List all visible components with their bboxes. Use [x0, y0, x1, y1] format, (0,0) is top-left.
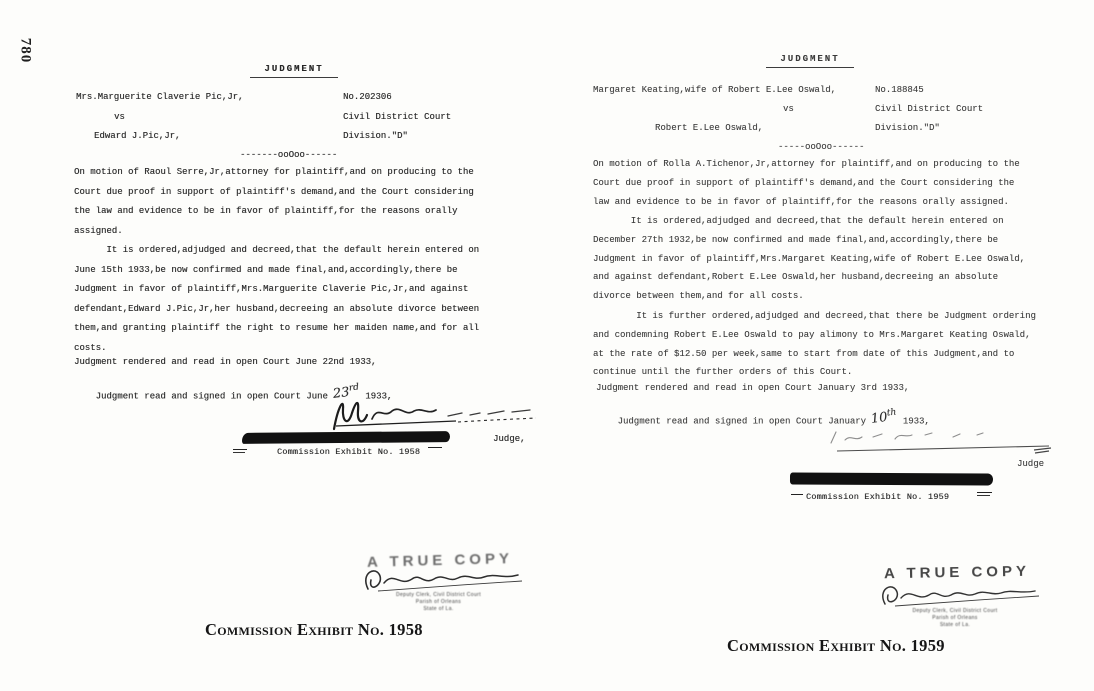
- exhibit-caption-left: Commission Exhibit No. 1958: [205, 620, 423, 639]
- body-line: Judgment in favor of plaintiff,Mrs.Margaret Keating,wife of Robert E.Lee Oswald,: [593, 253, 1026, 264]
- body-line: and against defendant,Robert E.Lee Oswald,her husband,decreeing an absolute: [593, 272, 999, 283]
- signed-line-prefix: Judgment read and signed in open Court June: [95, 391, 334, 402]
- body-line: and condemning Robert E.Lee Oswald to pay alimony to Mrs.Margaret Keating Oswald,: [593, 329, 1031, 340]
- judgment-title-left: JUDGMENT: [250, 64, 338, 78]
- clerk-signature-right: [873, 580, 1043, 610]
- body-line: It is ordered,adjudged and decreed,that the default herein entered on: [74, 245, 480, 255]
- vs-label-right: vs: [783, 104, 794, 114]
- pen-mark: [428, 447, 442, 448]
- redaction-bar-left: [242, 431, 450, 444]
- paragraph-2-left: [74, 241, 479, 359]
- plaintiff-name-right: Margaret Keating,wife of Robert E.Lee Oswald,: [593, 85, 837, 95]
- case-number-right: No.188845: [875, 85, 924, 95]
- body-line: Court due proof in support of plaintiff's demand,and the Court considering: [74, 186, 474, 197]
- vs-label-left: vs: [114, 112, 125, 122]
- stamp-text-line: Deputy Clerk, Civil District Court: [395, 592, 481, 598]
- body-line: Judgment in favor of plaintiff,Mrs.Marguerite Claverie Pic,Jr,and against: [74, 284, 469, 295]
- defendant-name-left: Edward J.Pic,Jr,: [94, 131, 181, 141]
- judge-signature: [328, 395, 538, 433]
- body-line: divorce between them,and for all costs.: [593, 291, 804, 302]
- true-copy-stamp-right: A TRUE COPY: [883, 562, 1031, 583]
- pen-mark: [977, 495, 990, 496]
- judge-label-right: Judge: [1017, 459, 1045, 469]
- body-line: at the rate of $12.50 per week,same to start from date of this Judgment,and to: [593, 348, 1015, 359]
- paragraph-1-left: [74, 163, 474, 241]
- judge-signature: [823, 423, 1058, 457]
- division-label-right: Division."D": [875, 123, 940, 133]
- rendered-date-line-right: Judgment rendered and read in open Court January 3rd 1933,: [596, 383, 910, 393]
- body-line: On motion of Rolla A.Tichenor,Jr,attorney for plaintiff,and on producing to the: [593, 159, 1020, 169]
- paragraph-3-right: [593, 307, 1036, 382]
- body-line: It is further ordered,adjudged and decreed,that there be Judgment ordering: [593, 311, 1036, 321]
- body-line: On motion of Raoul Serre,Jr,attorney for plaintiff,and on producing to the: [74, 167, 474, 177]
- redaction-bar-right: [790, 472, 993, 485]
- pen-mark: [977, 492, 992, 493]
- body-line: June 15th 1933,be now confirmed and made final,and,accordingly,there be: [74, 264, 458, 275]
- exhibit-caption-right: Commission Exhibit No. 1959: [727, 636, 945, 655]
- body-line: continue until the further orders of this Court.: [593, 367, 853, 378]
- division-label-left: Division."D": [343, 131, 408, 141]
- court-name-left: Civil District Court: [343, 112, 452, 122]
- stamp-text-line: Parish of Orleans: [932, 615, 978, 621]
- exhibit-tag-label-left: Commission Exhibit No. 1958: [277, 447, 421, 457]
- stamp-text-line: State of La.: [423, 606, 454, 612]
- stamp-text-line: State of La.: [939, 622, 971, 628]
- court-name-right: Civil District Court: [875, 104, 984, 114]
- body-line: December 27th 1932,be now confirmed and made final,and,accordingly,there be: [593, 234, 999, 245]
- judge-label-left: Judge,: [493, 434, 526, 444]
- pen-mark: [791, 494, 803, 495]
- ooOoo-separator-left: -------ooOoo------: [240, 150, 338, 160]
- page-number: 780: [17, 37, 34, 64]
- signed-line-suffix: 1933,: [359, 391, 393, 402]
- body-line: assigned.: [74, 225, 123, 236]
- body-line: the law and evidence to be in favor of plaintiff,for the reasons orally: [74, 206, 458, 217]
- handwritten-date: 23rd: [332, 382, 360, 402]
- pen-mark: [233, 452, 245, 453]
- stamp-text-left: [366, 592, 511, 613]
- signed-line-prefix: Judgment read and signed in open Court January: [617, 416, 872, 427]
- handwritten-date: 10th: [870, 407, 898, 427]
- exhibit-tag-label-right: Commission Exhibit No. 1959: [806, 492, 950, 502]
- paragraph-1-right: [593, 155, 1020, 211]
- paragraph-2-right: [593, 212, 1025, 306]
- ooOoo-separator-right: -----ooOoo------: [778, 142, 865, 152]
- judgment-title-right: JUDGMENT: [766, 54, 854, 68]
- stamp-text-right: [880, 608, 1030, 629]
- body-line: law and evidence to be in favor of plaintiff,for the reasons orally assigned.: [593, 196, 1009, 207]
- stamp-text-line: Parish of Orleans: [415, 599, 462, 605]
- true-copy-stamp-left: A TRUE COPY: [366, 550, 514, 571]
- pen-mark: [233, 449, 247, 450]
- body-line: defendant,Edward J.Pic,Jr,her husband,decreeing an absolute divorce between: [74, 303, 480, 314]
- body-line: costs.: [74, 342, 107, 353]
- rendered-date-line-left: Judgment rendered and read in open Court June 22nd 1933,: [74, 357, 377, 367]
- stamp-text-line: Deputy Clerk, Civil District Court: [912, 608, 998, 614]
- body-line: Court due proof in support of plaintiff's demand,and the Court considering the: [593, 177, 1015, 188]
- signed-line-suffix: 1933,: [897, 416, 930, 427]
- body-line: them,and granting plaintiff the right to resume her maiden name,and for all: [74, 323, 480, 334]
- case-number-left: No.202306: [343, 92, 392, 102]
- plaintiff-name-left: Mrs.Marguerite Claverie Pic,Jr,: [76, 92, 244, 102]
- body-line: It is ordered,adjudged and decreed,that the default herein entered on: [593, 216, 1004, 226]
- defendant-name-right: Robert E.Lee Oswald,: [655, 123, 764, 133]
